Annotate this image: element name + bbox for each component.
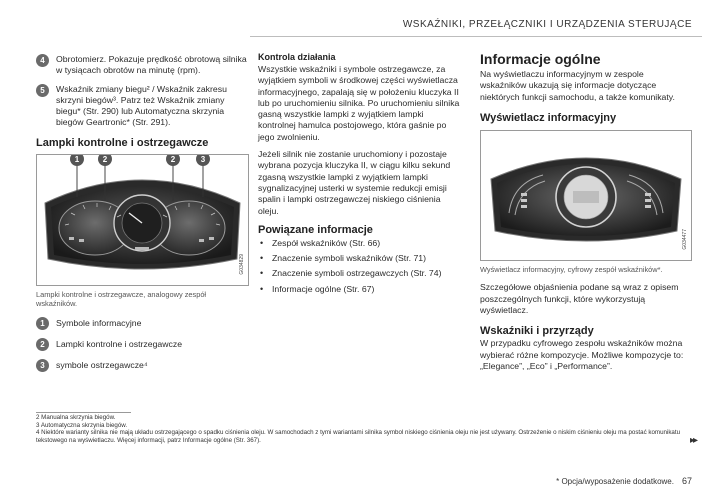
figure-code: G034829 [239,254,245,275]
legend-text: symbole ostrzegawcze⁴ [56,359,148,370]
legend-item-3 [36,359,249,372]
callout-1-label: 1 [74,154,80,164]
analog-cluster-figure [36,154,249,286]
paragraph: Jeżeli silnik nie zostanie uruchomiony i pozostaje wybrana pozycja kluczyka II, w ciągu kilku sekund zgasną wszystkie lampki z wyjątkiem lampki sygnalizacyjnej usterki w systemie redukcji emisji spalin i lampki ostrzegawczej niskiego ciśnienia oleju. [258,149,451,216]
analog-cluster-illustration [37,155,248,285]
related-heading: Powiązane informacje [258,223,373,236]
list-item-4 [36,54,249,77]
footnote-3: 3 Automatyczna skrzynia biegów. [36,421,128,429]
callout-2-label: 2 [102,154,108,164]
paragraph: W przypadku cyfrowego zespołu wskaźników można wybierać różne kompozycje. Możliwe kompozycje to: „Elegance”, „Eco” i „Performance”. [480,338,684,371]
figure-caption: Lampki kontrolne i ostrzegawcze, analogowy zespół wskaźników. [36,289,207,309]
page-number: 67 [681,476,692,486]
optional-equipment-note: * Opcja/wyposażenie dodatkowe. [556,477,674,486]
number-badge: 3 [36,359,49,372]
legend-text: Lampki kontrolne i ostrzegawcze [56,338,183,349]
list-item-text: Obrotomierz. Pokazuje prędkość obrotową silnika w tysiącach obrotów na minutę (rpm). [56,54,247,76]
list-item-5 [36,84,249,129]
related-link[interactable]: • Znaczenie symboli ostrzegawczych (Str. 74) [258,268,462,279]
paragraph: Szczegółowe objaśnienia podane są wraz z opisem poszczególnych funkcji, które wykorzystują wyświetlacz. [480,282,679,315]
digital-cluster-illustration [481,131,691,260]
page-title: Informacje ogólne [480,51,601,67]
column-left [36,54,249,380]
footnote-rule [36,412,131,413]
digital-cluster-figure [480,130,692,261]
callout-2b-label: 2 [170,154,176,164]
related-link[interactable]: • Informacje ogólne (Str. 67) [258,284,462,295]
legend-item-2 [36,338,249,351]
section-heading: Lampki kontrolne i ostrzegawcze [36,136,209,149]
section-heading: Kontrola działania [258,52,336,62]
callout-3-label: 3 [200,154,206,164]
figure-code: G034477 [682,229,688,250]
number-badge: 4 [36,54,49,67]
column-right [480,51,692,372]
related-link[interactable]: • Znaczenie symboli wskaźników (Str. 71) [258,253,462,264]
section-heading: Wskaźniki i przyrządy [480,325,594,338]
legend-item-1 [36,317,249,330]
number-badge: 5 [36,84,49,97]
column-middle [258,52,462,299]
header-rule [250,36,702,37]
continue-arrows-icon: ▸▸ [689,435,696,446]
info-display-area [573,191,599,203]
footnote-2: 2 Manualna skrzynia biegów. [36,414,116,421]
footnote-4: 4 Niektóre warianty silnika nie mają układu ostrzegającego o spadku ciśnienia oleju. W samochodach z tymi wariantami silnika symbol niskiego ciśnienia oleju nie jest używany. Ostrzeżenie o niskim ciśnieniu oleju ma postać komunikatu tekstowego na wyświetlaczu. Więcej informacji, patrz Informacje ogólne (Str. 367). [36,429,681,444]
section-heading: Wyświetlacz informacyjny [480,111,617,124]
number-badge: 1 [36,317,49,330]
figure-caption: Wyświetlacz informacyjny, cyfrowy zespół wskaźników*. [480,264,663,274]
list-item-text: Wskaźnik zmiany biegu² / Wskaźnik zakresu skrzyni biegów³. Patrz też Wskaźnik zmiany biegu* (Str. 290) lub Automatyczna skrzynia biegów Geartronic* (Str. 291). [56,83,227,128]
paragraph: Wszystkie wskaźniki i symbole ostrzegawcze, za wyjątkiem symboli w środkowej części wyświetlacza informacyjnego, zapalają się w położeniu kluczyka II lub po uruchomieniu silnika. Po uruchomieniu silnika gasną wszystkie lampki z wyjątkiem lampki kontrolnej hamulca postojowego, która gaśnie po jego zwolnieniu. [258,64,460,142]
footnotes [36,414,688,444]
section-header: WSKAŹNIKI, PRZEŁĄCZNIKI I URZĄDZENIA STERUJĄCE [402,19,692,30]
legend-text: Symbole informacyjne [56,317,142,328]
related-link[interactable]: • Zespół wskaźników (Str. 66) [258,238,462,249]
paragraph: Na wyświetlaczu informacyjnym w zespole wskaźników ukazują się informacje dotyczące niektórych funkcji samochodu, a także komunikaty. [480,69,675,102]
page-footer [556,476,692,486]
number-badge: 2 [36,338,49,351]
